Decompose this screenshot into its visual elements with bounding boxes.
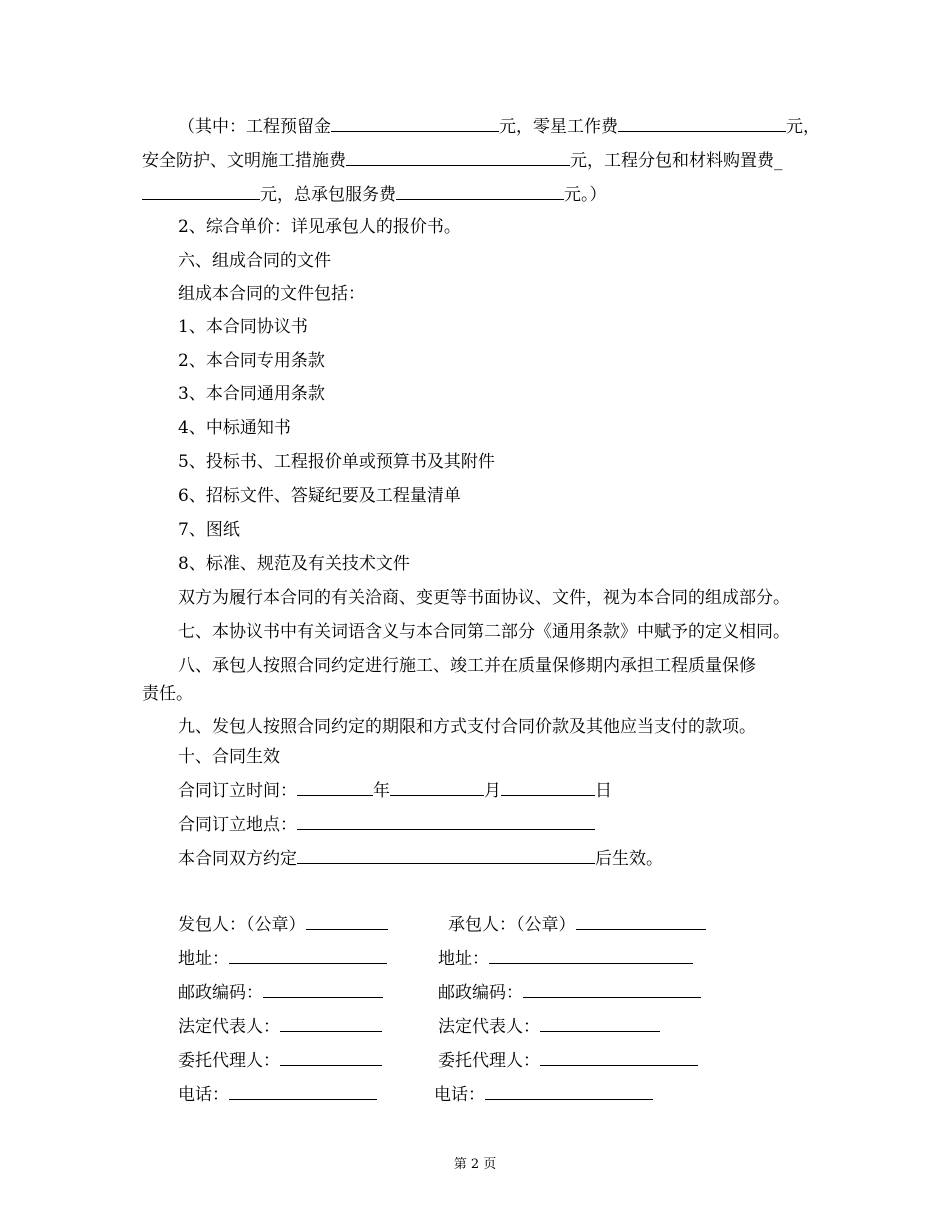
employer-phone-line [178,1082,377,1106]
contractor-address-line [438,946,693,970]
blank-contractor-agent [540,1048,698,1066]
blank-contractor-seal [576,912,706,930]
text: 元，工程分包和材料购置费_ [570,151,783,171]
text: 元，零星工作费 [499,117,618,137]
text: （其中：工程预留金 [178,117,331,137]
docs-intro: 组成本合同的文件包括： [178,284,365,304]
section-10-heading: 十、合同生效 [178,747,280,767]
doc-item-3: 3、本合同通用条款 [178,384,325,404]
address-label: 地址： [178,949,229,969]
contract-agree-line [178,846,663,870]
contractor-legal-rep-line [438,1014,660,1038]
place-label: 合同订立地点： [178,815,297,835]
blank-service-fee [396,182,564,200]
employer-seal-line [178,912,388,936]
text: 安全防护、文明施工措施费 [142,151,346,171]
blank-employer-phone [229,1082,377,1100]
contractor-postcode-line [438,980,701,1004]
intro-line-1 [178,114,820,138]
section-8-line-2: 责任。 [142,684,193,704]
text: 元，总承包服务费 [260,185,396,205]
postcode-label: 邮政编码： [178,983,263,1003]
intro-line-3 [142,182,607,206]
agree-suffix: 后生效。 [595,849,663,869]
text: 元， [786,117,820,137]
legal-rep-label: 法定代表人： [438,1017,540,1037]
year-label: 年 [373,781,390,801]
blank-employer-postcode [263,980,383,998]
blank-employer-legal-rep [280,1014,382,1032]
section-6-heading: 六、组成合同的文件 [178,251,331,271]
doc-item-8: 8、标准、规范及有关技术文件 [178,554,410,574]
contractor-seal-line [448,912,706,936]
blank-day [501,778,595,796]
section-9: 九、发包人按照合同约定的期限和方式支付合同价款及其他应当支付的款项。 [178,717,756,737]
blank-year [297,778,373,796]
employer-address-line [178,946,387,970]
blank-contractor-postcode [523,980,701,998]
employer-agent-line [178,1048,382,1072]
blank-daywork-fee [618,114,786,132]
section-8-line-1: 八、承包人按照合同约定进行施工、竣工并在质量保修期内承担工程质量保修 [178,656,756,676]
day-label: 日 [595,781,612,801]
page-number: 第 2 页 [453,1157,497,1172]
postcode-label: 邮政编码： [438,983,523,1003]
blank-employer-seal [306,912,388,930]
unit-price-line: 2、综合单价：详见承包人的报价书。 [178,217,461,237]
paragraph-both-parties: 双方为履行本合同的有关洽商、变更等书面协议、文件，视为本合同的组成部分。 [178,588,790,608]
date-label: 合同订立时间： [178,781,297,801]
blank-contractor-address [489,946,693,964]
doc-item-6: 6、招标文件、答疑纪要及工程量清单 [178,486,461,506]
blank-reserve-fund [331,114,499,132]
agree-label: 本合同双方约定 [178,849,297,869]
blank-contractor-phone [485,1082,653,1100]
employer-postcode-line [178,980,383,1004]
blank-contractor-legal-rep [540,1014,660,1032]
month-label: 月 [484,781,501,801]
phone-label: 电话： [434,1085,485,1105]
phone-label: 电话： [178,1085,229,1105]
doc-item-4: 4、中标通知书 [178,418,291,438]
blank-employer-agent [280,1048,382,1066]
blank-agree-condition [297,846,595,864]
contractor-phone-line [434,1082,653,1106]
contractor-label: 承包人：（公章） [448,915,576,935]
text: 元。） [564,185,607,205]
contractor-agent-line [438,1048,698,1072]
doc-item-2: 2、本合同专用条款 [178,351,325,371]
section-7: 七、本协议书中有关词语含义与本合同第二部分《通用条款》中赋予的定义相同。 [178,622,790,642]
doc-item-1: 1、本合同协议书 [178,317,308,337]
blank-month [390,778,484,796]
blank-subcontract-fee [142,182,260,200]
doc-item-5: 5、投标书、工程报价单或预算书及其附件 [178,452,495,472]
agent-label: 委托代理人： [178,1051,280,1071]
contract-place-line [178,812,595,836]
blank-place [297,812,595,830]
contract-date-line [178,778,612,802]
intro-line-2 [142,148,783,172]
address-label: 地址： [438,949,489,969]
employer-label: 发包人：（公章） [178,915,306,935]
blank-safety-fee [346,148,570,166]
agent-label: 委托代理人： [438,1051,540,1071]
legal-rep-label: 法定代表人： [178,1017,280,1037]
blank-employer-address [229,946,387,964]
doc-item-7: 7、图纸 [178,520,240,540]
employer-legal-rep-line [178,1014,382,1038]
